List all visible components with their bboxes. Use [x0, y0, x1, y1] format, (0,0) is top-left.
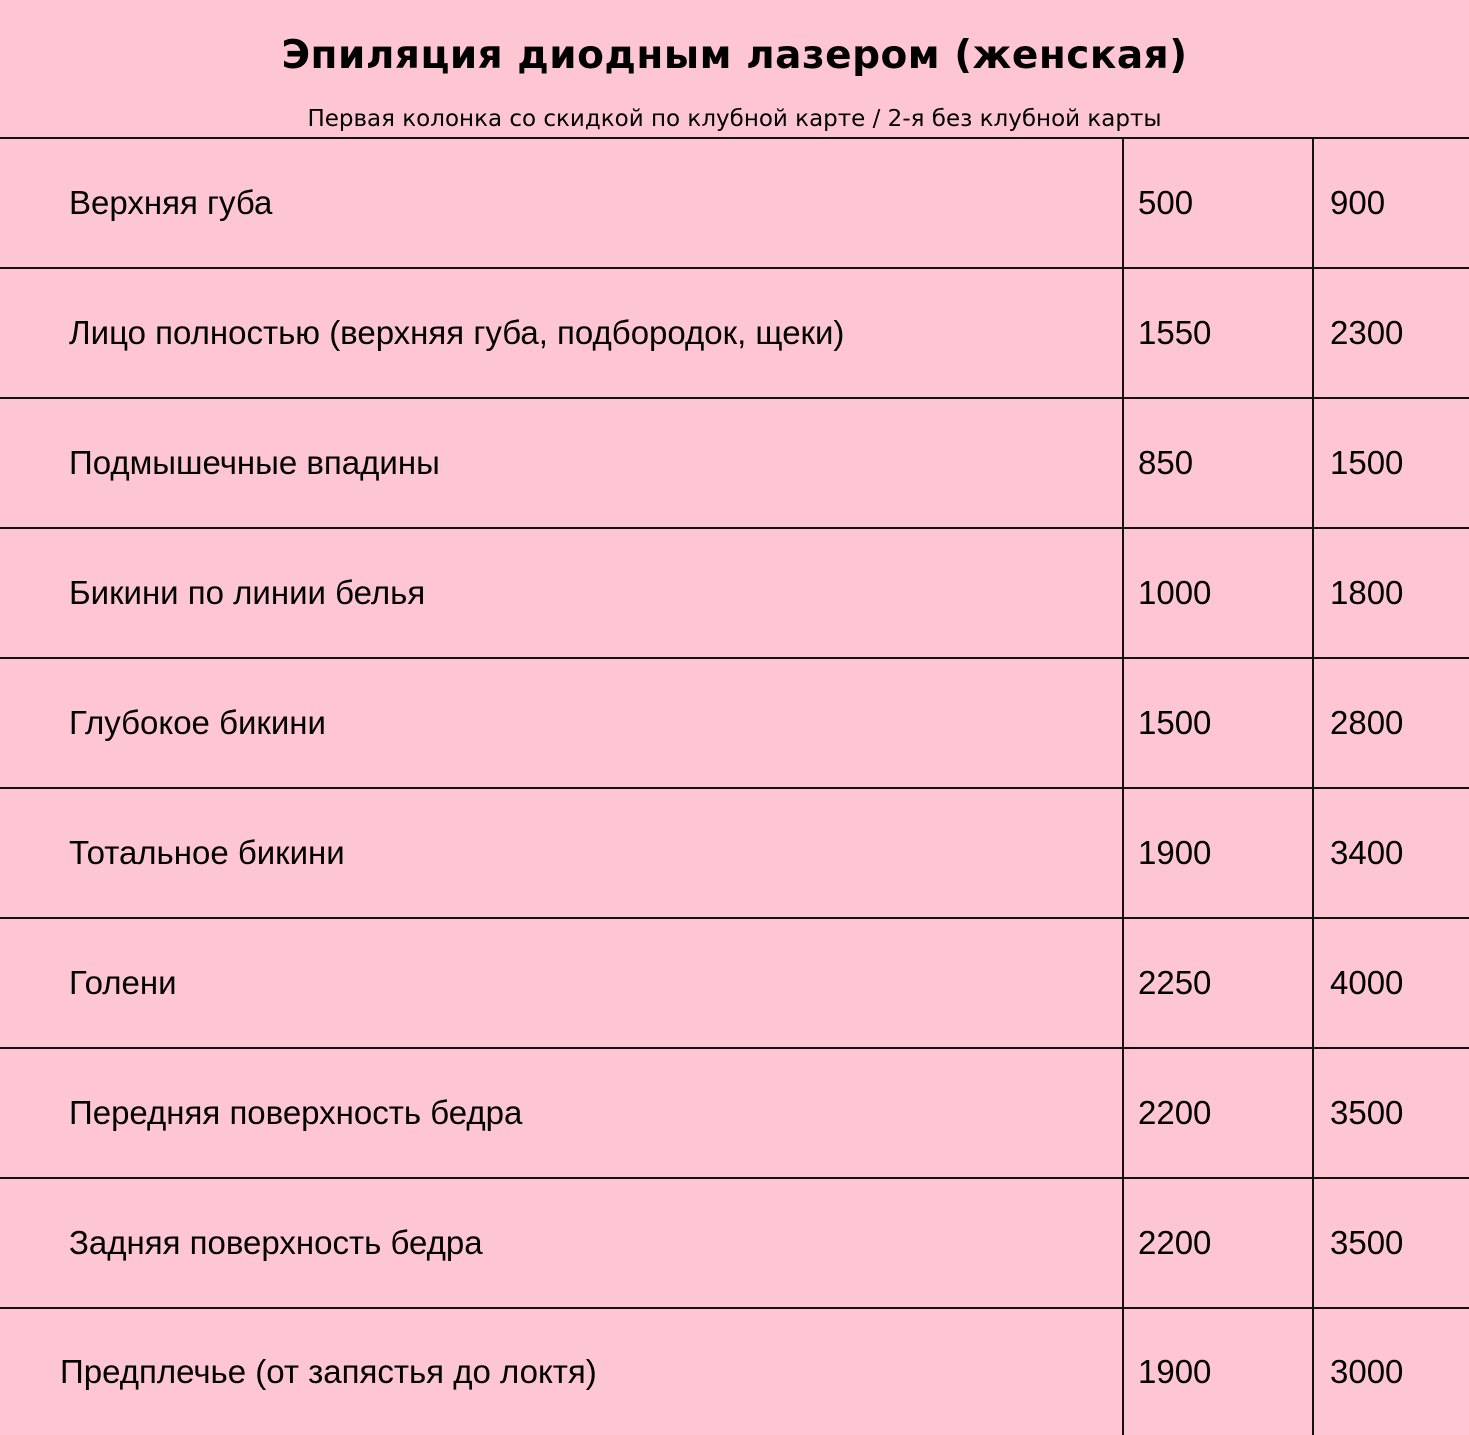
- club-price-cell: 1900: [1123, 788, 1313, 918]
- table-row: [0, 398, 1469, 528]
- table-row: [0, 1178, 1469, 1308]
- header: [0, 0, 1469, 138]
- service-name-cell: Верхняя губа: [0, 138, 1123, 268]
- regular-price-cell: 3000: [1313, 1308, 1469, 1435]
- regular-price-cell: 2300: [1313, 268, 1469, 398]
- regular-price-cell: 900: [1313, 138, 1469, 268]
- table-row: [0, 528, 1469, 658]
- regular-price-cell: 3500: [1313, 1048, 1469, 1178]
- service-name-cell: Передняя поверхность бедра: [0, 1048, 1123, 1178]
- regular-price-cell: 4000: [1313, 918, 1469, 1048]
- service-name-cell: Голени: [0, 918, 1123, 1048]
- club-price-cell: 2200: [1123, 1048, 1313, 1178]
- service-name-cell: Подмышечные впадины: [0, 398, 1123, 528]
- service-name-cell: Бикини по линии белья: [0, 528, 1123, 658]
- club-price-cell: 1900: [1123, 1308, 1313, 1435]
- club-price-cell: 2200: [1123, 1178, 1313, 1308]
- page-subtitle: Первая колонка со скидкой по клубной карте / 2-я без клубной карты: [307, 106, 1162, 132]
- regular-price-cell: 3500: [1313, 1178, 1469, 1308]
- club-price-cell: 2250: [1123, 918, 1313, 1048]
- page-title: Эпиляция диодным лазером (женская): [281, 33, 1188, 78]
- table-row: [0, 658, 1469, 788]
- club-price-cell: 1550: [1123, 268, 1313, 398]
- club-price-cell: 1500: [1123, 658, 1313, 788]
- club-price-cell: 1000: [1123, 528, 1313, 658]
- regular-price-cell: 2800: [1313, 658, 1469, 788]
- service-name-cell: Глубокое бикини: [0, 658, 1123, 788]
- table-row: [0, 788, 1469, 918]
- table-row: [0, 138, 1469, 268]
- regular-price-cell: 1800: [1313, 528, 1469, 658]
- club-price-cell: 500: [1123, 138, 1313, 268]
- table-row: [0, 1048, 1469, 1178]
- service-name-cell: Лицо полностью (верхняя губа, подбородок, щеки): [0, 268, 1123, 398]
- table-row: [0, 918, 1469, 1048]
- service-name-cell: Задняя поверхность бедра: [0, 1178, 1123, 1308]
- regular-price-cell: 1500: [1313, 398, 1469, 528]
- price-table: [0, 137, 1469, 1435]
- regular-price-cell: 3400: [1313, 788, 1469, 918]
- service-name-cell: Тотальное бикини: [0, 788, 1123, 918]
- table-row: [0, 1308, 1469, 1435]
- service-name-cell: Предплечье (от запястья до локтя): [0, 1308, 1123, 1435]
- club-price-cell: 850: [1123, 398, 1313, 528]
- table-row: [0, 268, 1469, 398]
